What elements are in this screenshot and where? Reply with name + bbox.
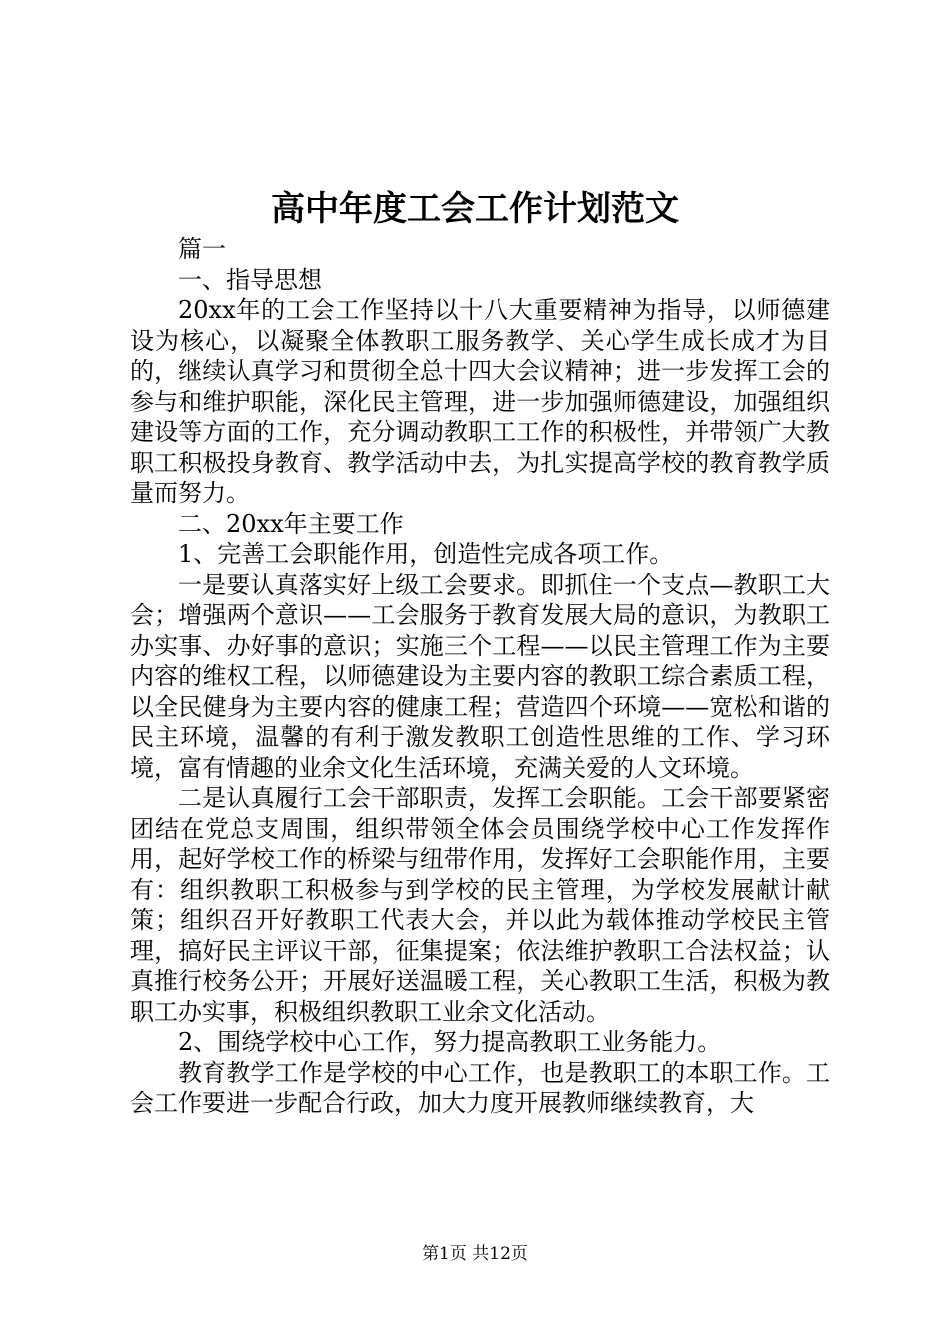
subheading-school-center-work: 2、围绕学校中心工作，努力提高教职工业务能力。 (178, 1028, 722, 1056)
paragraph-teaching-work: 教育教学工作是学校的中心工作，也是教职工的本职工作。工会工作要进一步配合行政，加大力度开展教师继续教育，大 (130, 1058, 830, 1117)
section-label: 篇一 (178, 235, 226, 263)
subheading-union-function: 1、完善工会职能作用，创造性完成各项工作。 (178, 540, 674, 568)
page-footer: 第1页 共12页 (422, 1244, 528, 1264)
document-body (130, 234, 830, 1119)
heading-guiding-ideology: 一、指导思想 (178, 265, 322, 294)
document-title: 高中年度工会工作计划范文 (271, 189, 679, 229)
paragraph-first-point: 一是要认真落实好上级工会要求。即抓住一个支点—教职工大会；增强两个意识——工会服务于教育发展大局的意识，为教职工办实事、办好事的意识；实施三个工程——以民主管理工作为主要内容的维权工程，以师德建设为主要内容的教职工综合素质工程，以全民健身为主要内容的健康工程；营造四个环境——宽松和谐的民主环境，温馨的有利于激发教职工创造性思维的工作、学习环境，富有情趣的业余文化生活环境，充满关爱的人文环境。 (130, 570, 830, 782)
heading-main-work: 二、20xx年主要工作 (178, 509, 404, 538)
paragraph-second-point: 二是认真履行工会干部职责，发挥工会职能。工会干部要紧密团结在党总支周围，组织带领全体会员围绕学校中心工作发挥作用，起好学校工作的桥梁与纽带作用，发挥好工会职能作用，主要有：组织教职工积极参与到学校的民主管理，为学校发展献计献策；组织召开好教职工代表大会，并以此为载体推动学校民主管理，搞好民主评议干部，征集提案；依法维护教职工合法权益；认真推行校务公开；开展好送温暖工程，关心教职工生活，积极为教职工办实事，积极组织教职工业余文化活动。 (130, 784, 830, 1026)
paragraph-guiding-ideology: 20xx年的工会工作坚持以十八大重要精神为指导，以师德建设为核心，以凝聚全体教职工服务教学、关心学生成长成才为目的，继续认真学习和贯彻全总十四大会议精神；进一步发挥工会的参与和维护职能，深化民主管理，进一步加强师德建设，加强组织建设等方面的工作，充分调动教职工工作的积极性，并带领广大教职工积极投身教育、教学活动中去，为扎实提高学校的教育教学质量而努力。 (130, 296, 830, 507)
